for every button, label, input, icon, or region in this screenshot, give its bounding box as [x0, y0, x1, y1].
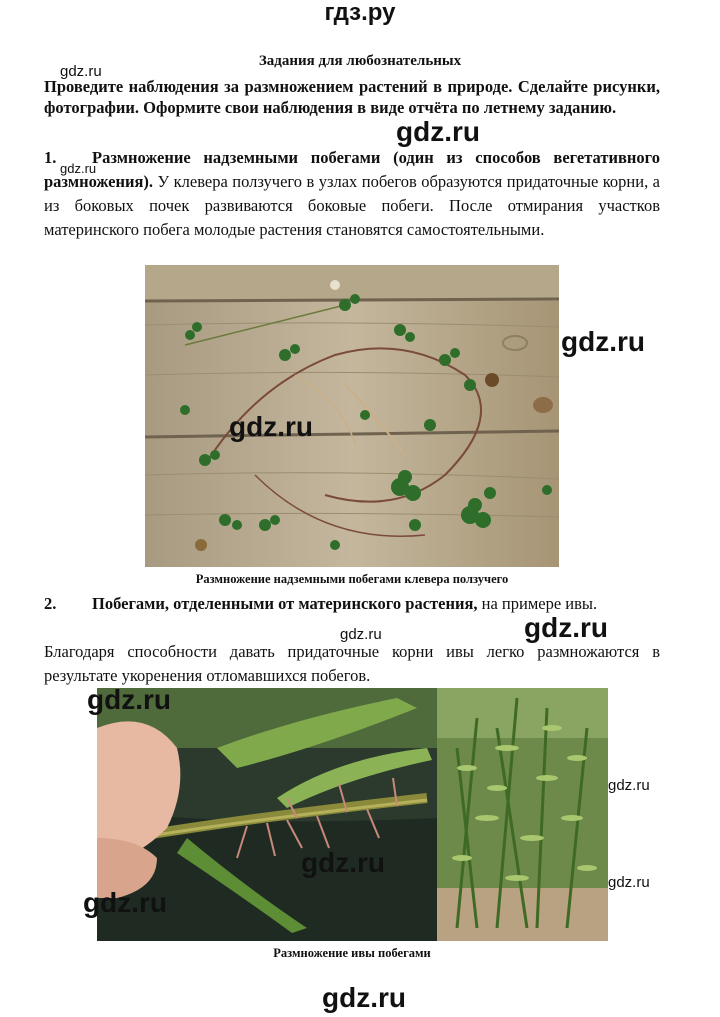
watermark: gdz.ru [608, 874, 650, 891]
item-2-number: 2. [44, 594, 57, 613]
site-header: гдз.ру [324, 0, 396, 26]
watermark: gdz.ru [608, 777, 650, 794]
item-2-description: Благодаря способности давать придаточные корни ивы легко размножаются в результате укоренения отломавшихся побегов. [44, 642, 660, 685]
watermark: gdz.ru [561, 326, 645, 357]
watermark: gdz.ru [87, 684, 171, 715]
item-1-number: 1. [44, 148, 57, 167]
watermark: gdz.ru [340, 626, 382, 643]
willow-bush-photo [437, 688, 608, 941]
caption-willow: Размножение ивы побегами [273, 946, 431, 960]
watermark: gdz.ru [524, 612, 608, 643]
clover-photo [145, 265, 559, 567]
watermark: gdz.ru [229, 411, 313, 442]
item-2-text: на примере ивы. [477, 594, 598, 613]
caption-clover: Размножение надземными побегами клевера ползучего [195, 572, 509, 586]
watermark: gdz.ru [322, 982, 406, 1013]
item-2-heading: Побегами, отделенными от материнского растения, [92, 594, 478, 613]
item-1-heading: Размножение надземными побегами (один из способов вегетативного размножения). [44, 148, 660, 191]
watermark: gdz.ru [301, 847, 385, 878]
page-title: Задания для любознательных [258, 53, 462, 69]
watermark: gdz.ru [83, 887, 167, 918]
watermark: gdz.ru [396, 116, 480, 147]
item-1-text: У клевера ползучего в узлах побегов образуются придаточные корни, а из боковых почек развиваются боковые побеги. После отмирания участков материнского побега молодые растения становятся самостоятельными. [44, 172, 660, 239]
watermark: gdz.ru [60, 161, 97, 176]
intro-paragraph: Проведите наблюдения за размножением растений в природе. Сделайте рисунки, фотографии. Оформите свои наблюдения в виде отчёта по летнему заданию. [44, 77, 660, 117]
item-1-paragraph [44, 146, 660, 242]
watermark: gdz.ru [60, 63, 102, 80]
